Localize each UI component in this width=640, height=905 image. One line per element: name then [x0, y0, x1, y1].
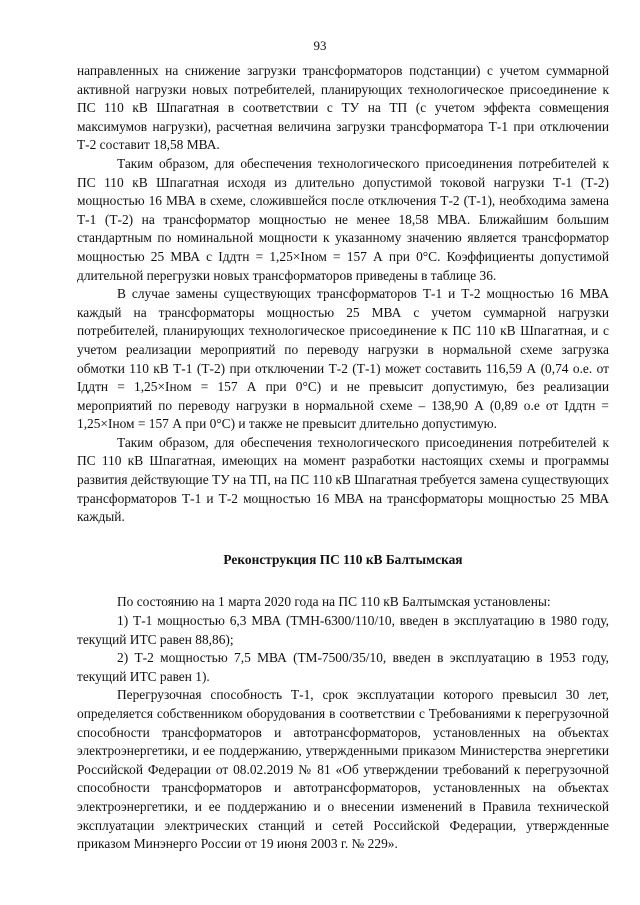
paragraph-replacement-case: В случае замены существующих трансформаторов Т-1 и Т-2 мощностью 16 МВА каждый на трансформаторы мощностью 25 МВА с учетом суммарной нагрузки потребителей, планирующих технологическое присоединение к ПС 110 кВ Шпагатная, и с учетом реализации мероприятий по переводу нагрузки в нормальной схеме загрузка обмотки 110 кВ Т-1 (Т-2) при отключении Т-2 (Т-1) может составить 116,59 А (0,74 о.е. от Iддтн = 1,25×Iном = 157 А при 0°С) и не превысит допустимую, без реализации мероприятий по переводу нагрузки в нормальной схеме – 138,90 А (0,89 о.е от Iддтн = 1,25×Iном = 157 А при 0°С) и также не превысит длительно допустимую.	[77, 286, 609, 432]
list-item-t2: 2) Т-2 мощностью 7,5 МВА (ТМ-7500/35/10, введен в эксплуатацию в 1953 году, текущий ИТС равен 1).	[77, 650, 609, 684]
paragraph-continuation: направленных на снижение загрузки трансформаторов подстанции) с учетом суммарной активной нагрузки новых потребителей, планирующих технологическое присоединение к ПС 110 кВ Шпагатная в соответствии с ТУ на ТП (с учетом эффекта совмещения максимумов нагрузки), расчетная величина загрузки трансформатора Т-1 при отключении Т-2 составит 18,58 МВА.	[77, 63, 609, 153]
document-body	[77, 62, 609, 854]
paragraph-overload-capacity: Перегрузочная способность Т-1, срок эксплуатации которого превысил 30 лет, определяется собственником оборудования в соответствии с Требованиями к перегрузочной способности трансформаторов и автотрансформаторов, установленных на объектах электроэнергетики, и ее поддержанию, утвержденными приказом Министерства энергетики Российской Федерации от 08.02.2019 № 81 «Об утверждении требований к перегрузочной способности трансформаторов и автотрансформаторов, установленных на объектах электроэнергетики, и ее поддержанию и о внесении изменений в Правила технической эксплуатации электрических станций и сетей Российской Федерации, утвержденные приказом Минэнерго России от 19 июня 2003 г. № 229».	[77, 687, 609, 852]
section-heading: Реконструкция ПС 110 кВ Балтымская	[223, 551, 463, 567]
paragraph-replacement-conclusion: Таким образом, для обеспечения технологического присоединения потребителей к ПС 110 кВ Шпагатная исходя из длительно допустимой токовой нагрузки Т-1 (Т-2) мощностью 16 МВА в схеме, сложившейся после отключения Т-2 (Т-1), необходима замена Т-1 (Т-2) на трансформатор мощностью не менее 18,58 МВА. Ближайшим большим стандартным по номинальной мощности к указанному значению является трансформатор мощностью 25 МВА с Iддтн = 1,25×Iном = 157 А при 0°С. Коэффициенты допустимой длительной перегрузки новых трансформаторов приведены в таблице 36.	[77, 155, 609, 283]
paragraph-status-intro: По состоянию на 1 марта 2020 года на ПС 110 кВ Балтымская установлены:	[117, 594, 551, 610]
paragraph-summary: Таким образом, для обеспечения технологического присоединения потребителей к ПС 110 кВ Шпагатная, имеющих на момент разработки настоящих схемы и программы развития действующие ТУ на ТП, на ПС 110 кВ Шпагатная требуется замена существующих трансформаторов Т-1 и Т-2 мощностью 16 МВА на трансформаторы мощностью 25 МВА каждый.	[77, 434, 609, 525]
list-item-t1: 1) Т-1 мощностью 6,3 МВА (ТМН-6300/110/10, введен в эксплуатацию в 1980 году, текущий ИТС равен 88,86);	[77, 613, 609, 647]
page-number: 93	[313, 38, 327, 53]
